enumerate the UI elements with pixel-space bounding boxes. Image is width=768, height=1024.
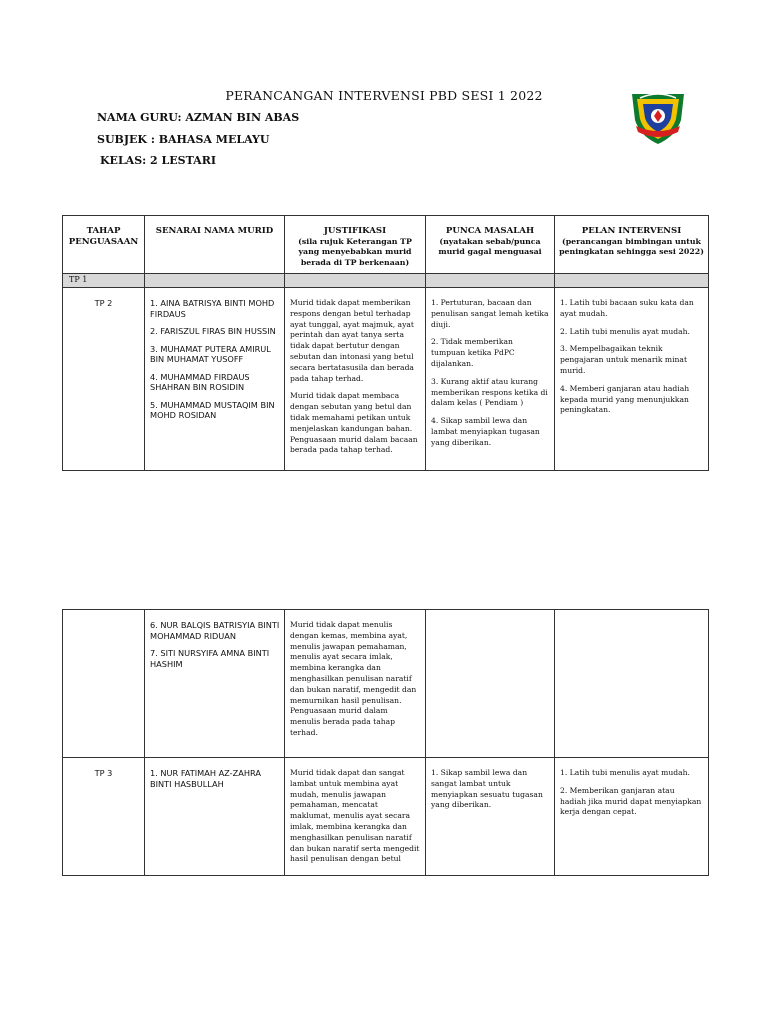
table-row-tp3 [63, 758, 709, 876]
list-item: 7. SITI NURSYIFA AMNA BINTI HASHIM [150, 648, 270, 669]
subject: SUBJEK : BAHASA MELAYU [97, 133, 270, 146]
teacher-name: NAMA GURU: AZMAN BIN ABAS [97, 111, 300, 124]
page-title: PERANCANGAN INTERVENSI PBD SESI 1 2022 [225, 88, 543, 103]
tp2-label: TP 2 [63, 288, 145, 471]
header-senarai: SENARAI NAMA MURID [145, 216, 285, 274]
tp3-pelan: 1. Latih tubi menulis ayat mudah. 2. Memberikan ganjaran atau hadiah jika murid dapat menyiapkan kerja dengan cepat. [555, 758, 709, 876]
tp2-names [145, 288, 285, 471]
tp3-label: TP 3 [63, 758, 145, 876]
list-item: 1. NUR FATIMAH AZ-ZAHRA BINTI HASBULLAH [150, 768, 261, 789]
list-item: 2. FARISZUL FIRAS BIN HUSSIN [150, 326, 276, 336]
list-item: 6. NUR BALQIS BATRISYIA BINTI MOHAMMAD RIDUAN [150, 620, 280, 641]
tp2-justifikasi: Murid tidak dapat memberikan respons dengan betul terhadap ayat tunggal, ayat majmuk, ayat perintah dan ayat tanya serta tidak dapat bertutur dengan sebutan dan intonasi yang betul secara bertatasusila dan berada pada tahap terhad. Murid tidak dapat membaca dengan sebutan yang betul dan tidak memahami petikan untuk menjelaskan kandungan bahan. Penguasaan murid dalam bacaan berada pada tahap terhad. [285, 288, 426, 471]
intervention-table-page-1 [62, 215, 709, 471]
list-item: 1. AINA BATRISYA BINTI MOHD FIRDAUS [150, 298, 275, 319]
table-header-row [63, 216, 709, 274]
list-item: 5. MUHAMMAD MUSTAQIM BIN MOHD ROSIDAN [150, 399, 275, 420]
tp3-names [145, 758, 285, 876]
tp3-punca: 1. Sikap sambil lewa dan sangat lambat untuk menyiapkan sesuatu tugasan yang diberikan. [426, 758, 555, 876]
header-tahap: TAHAP PENGUASAAN [63, 216, 145, 274]
table-row-tp2 [63, 288, 709, 471]
table-row-tp1 [63, 274, 709, 288]
intervention-table-page-2 [62, 609, 709, 876]
school-crest-icon [626, 86, 690, 150]
tp2-pelan: 1. Latih tubi bacaan suku kata dan ayat mudah. 2. Latih tubi menulis ayat mudah. 3. Mempelbagaikan teknik pengajaran untuk menarik minat murid. 4. Memberi ganjaran atau hadiah kepada murid yang menunjukkan peningkatan. [555, 288, 709, 471]
table-row-tp2-cont [63, 610, 709, 758]
class-name: KELAS: 2 LESTARI [100, 154, 216, 167]
header-punca: PUNCA MASALAH (nyatakan sebab/punca murid gagal menguasai [426, 216, 555, 274]
tp1-label: TP 1 [63, 274, 145, 288]
list-item: 3. MUHAMAT PUTERA AMIRUL BIN MUHAMAT YUSOFF [150, 343, 271, 364]
list-item: 4. MUHAMMAD FIRDAUS SHAHRAN BIN ROSIDIN [150, 371, 250, 392]
tp3-justifikasi: Murid tidak dapat dan sangat lambat untuk membina ayat mudah, menulis jawapan pemahaman, mencatat maklumat, menulis ayat secara imlak, membina kerangka dan menghasilkan penulisan naratif dan bukan naratif serta mengedit hasil penulisan dengan betul [285, 758, 426, 876]
header-justifikasi: JUSTIFIKASI (sila rujuk Keterangan TP yang menyebabkan murid berada di TP berkenaan) [285, 216, 426, 274]
tp2-names-cont [145, 610, 285, 758]
header-pelan: PELAN INTERVENSI (perancangan bimbingan untuk peningkatan sehingga sesi 2022) [555, 216, 709, 274]
tp2-justifikasi-cont: Murid tidak dapat menulis dengan kemas, membina ayat, menulis jawapan pemahaman, menulis ayat secara imlak, membina kerangka dan menghasilkan penulisan naratif dan bukan naratif, mengedit dan memurnikan hasil penulisan. Penguasaan murid dalam menulis berada pada tahap terhad. [285, 610, 426, 758]
tp2-punca: 1. Pertuturan, bacaan dan penulisan sangat lemah ketika diuji. 2. Tidak memberikan tumpuan ketika PdPC dijalankan. 3. Kurang aktif atau kurang memberikan respons ketika di dalam kelas ( Pendiam ) 4. Sikap sambil lewa dan lambat menyiapkan tugasan yang diberikan. [426, 288, 555, 471]
